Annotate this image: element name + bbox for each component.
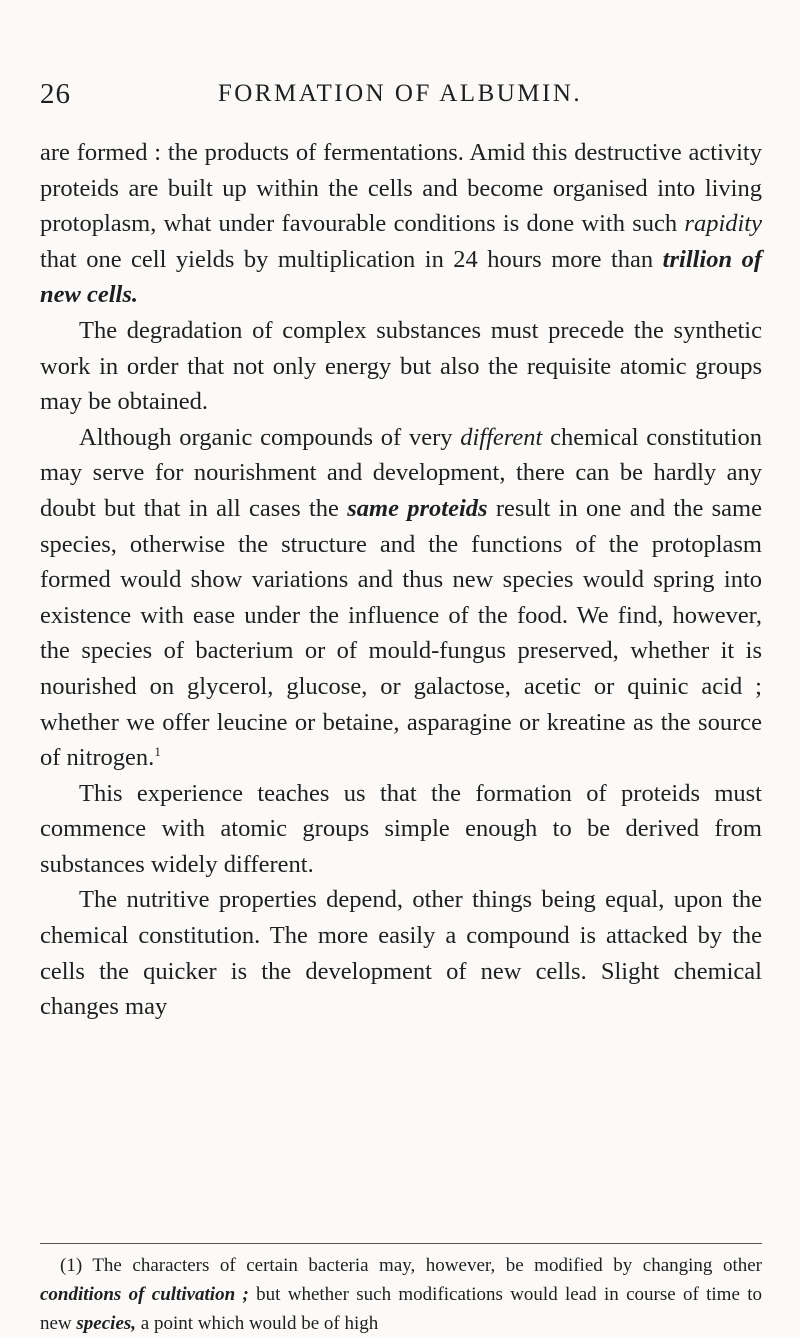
paragraph-3 [40,420,762,776]
text-run: are formed : the products of fermentations. Amid this destructive activity proteids are built up within the cells and become organised into living protoplasm, what under favourable conditions is done with such [40,139,762,238]
body-text [40,135,762,1025]
paragraph-1 [40,135,762,313]
text-run: a point which would be of high [136,1313,379,1334]
text-run: that one cell yields by multiplication in 24 hours more than [40,245,663,273]
paragraph-4 [40,776,762,883]
page-number: 26 [40,78,71,110]
footnote-marker: (1) [60,1255,83,1276]
text-run: chemical constitution may serve for nourishment and development, there can be hardly any doubt but that in all cases the [40,423,762,522]
emphasis-different: different [460,423,543,451]
emphasis-species: species, [76,1313,137,1334]
page-header [40,78,760,118]
running-head: FORMATION OF ALBUMIN. [217,80,583,107]
text-run: The degradation of complex substances must precede the synthetic work in order that not only energy but also the requisite atomic groups may be obtained. [40,316,762,416]
emphasis-conditions: conditions of cultivation ; [40,1284,249,1305]
text-run: The characters of certain bacteria may, however, be modified by changing other [82,1255,762,1276]
emphasis-trillion: trillion of new cells. [40,245,762,309]
paragraph-2 [40,313,762,420]
footnote-rule [40,1243,762,1244]
text-run: but whether such modifications would lead in course of time to new [40,1284,762,1334]
paragraph-5 [40,882,762,1024]
text-run: result in one and the same species, otherwise the structure and the functions of the protoplasm formed would show variations and thus new species would spring into existence with ease under the influence of the food. We find, however, the species of bacterium or of mould-fungus preserved, whether it is nourished on glycerol, glucose, or galactose, acetic or quinic acid ; whether we offer leucine or betaine, asparagine or kreatine as the source of nitrogen. [40,494,762,772]
text-run: Although organic compounds of very [79,423,461,451]
footnote-reference[interactable]: 1 [154,744,161,760]
text-run: This experience teaches us that the formation of proteids must commence with atomic groups simple enough to be derived from substances widely different. [40,779,762,878]
emphasis-same-proteids: same proteids [347,494,488,522]
text-run: The nutritive properties depend, other things being equal, upon the chemical constitution. The more easily a compound is attacked by the cells the quicker is the development of new cells. Slight chemical changes may [40,886,762,1021]
footnote [40,1251,762,1338]
emphasis-rapidity: rapidity [684,210,762,238]
